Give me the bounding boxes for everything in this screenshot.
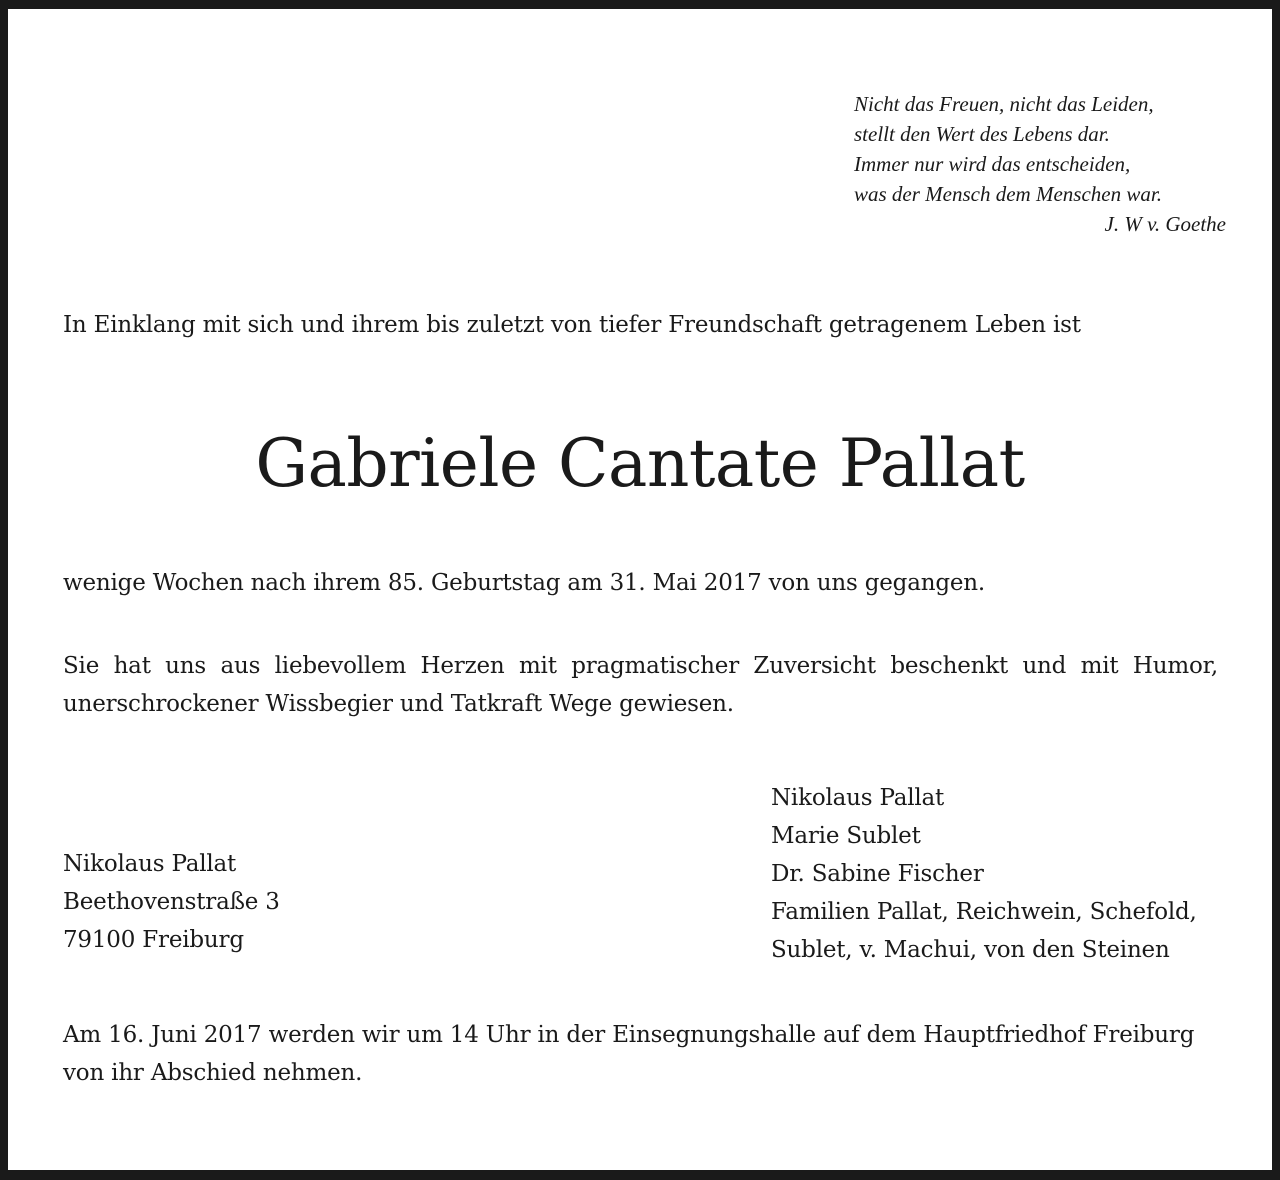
goethe-quote bbox=[854, 89, 1226, 239]
mourner-line-4: Familien Pallat, Reichwein, Schefold, bbox=[771, 899, 1197, 925]
quote-line-3: Immer nur wird das entscheiden, bbox=[854, 152, 1131, 176]
contact-address bbox=[63, 845, 563, 959]
funeral-announcement: Am 16. Juni 2017 werden wir um 14 Uhr in der Einsegnungshalle auf dem Hauptfriedhof Freiburg von ihr Abschied nehmen. bbox=[63, 1022, 1195, 1086]
address-line-name: Nikolaus Pallat bbox=[63, 851, 237, 877]
quote-author: J. W v. Goethe bbox=[1104, 212, 1226, 236]
quote-line-2: stellt den Wert des Lebens dar. bbox=[854, 122, 1110, 146]
quote-line-1: Nicht das Freuen, nicht das Leiden, bbox=[854, 92, 1154, 116]
tribute-paragraph: Sie hat uns aus liebevollem Herzen mit pragmatischer Zuversicht beschenkt und mit Humor, unerschrockener Wissbegier und Tatkraft Wege gewiesen. bbox=[63, 653, 1218, 717]
intro-sentence: In Einklang mit sich und ihrem bis zuletzt von tiefer Freundschaft getragenem Leben ist bbox=[63, 312, 1081, 338]
passing-sentence: wenige Wochen nach ihrem 85. Geburtstag am 31. Mai 2017 von uns gegangen. bbox=[63, 570, 985, 596]
quote-line-4: was der Mensch dem Menschen war. bbox=[854, 182, 1162, 206]
address-line-street: Beethovenstraße 3 bbox=[63, 889, 280, 915]
mourner-line-2: Marie Sublet bbox=[771, 823, 921, 849]
deceased-name: Gabriele Cantate Pallat bbox=[255, 425, 1025, 502]
mourner-line-1: Nikolaus Pallat bbox=[771, 785, 945, 811]
address-line-city: 79100 Freiburg bbox=[63, 927, 244, 953]
mourners-list bbox=[771, 779, 1231, 969]
mourner-line-3: Dr. Sabine Fischer bbox=[771, 861, 984, 887]
mourner-line-5: Sublet, v. Machui, von den Steinen bbox=[771, 937, 1170, 963]
